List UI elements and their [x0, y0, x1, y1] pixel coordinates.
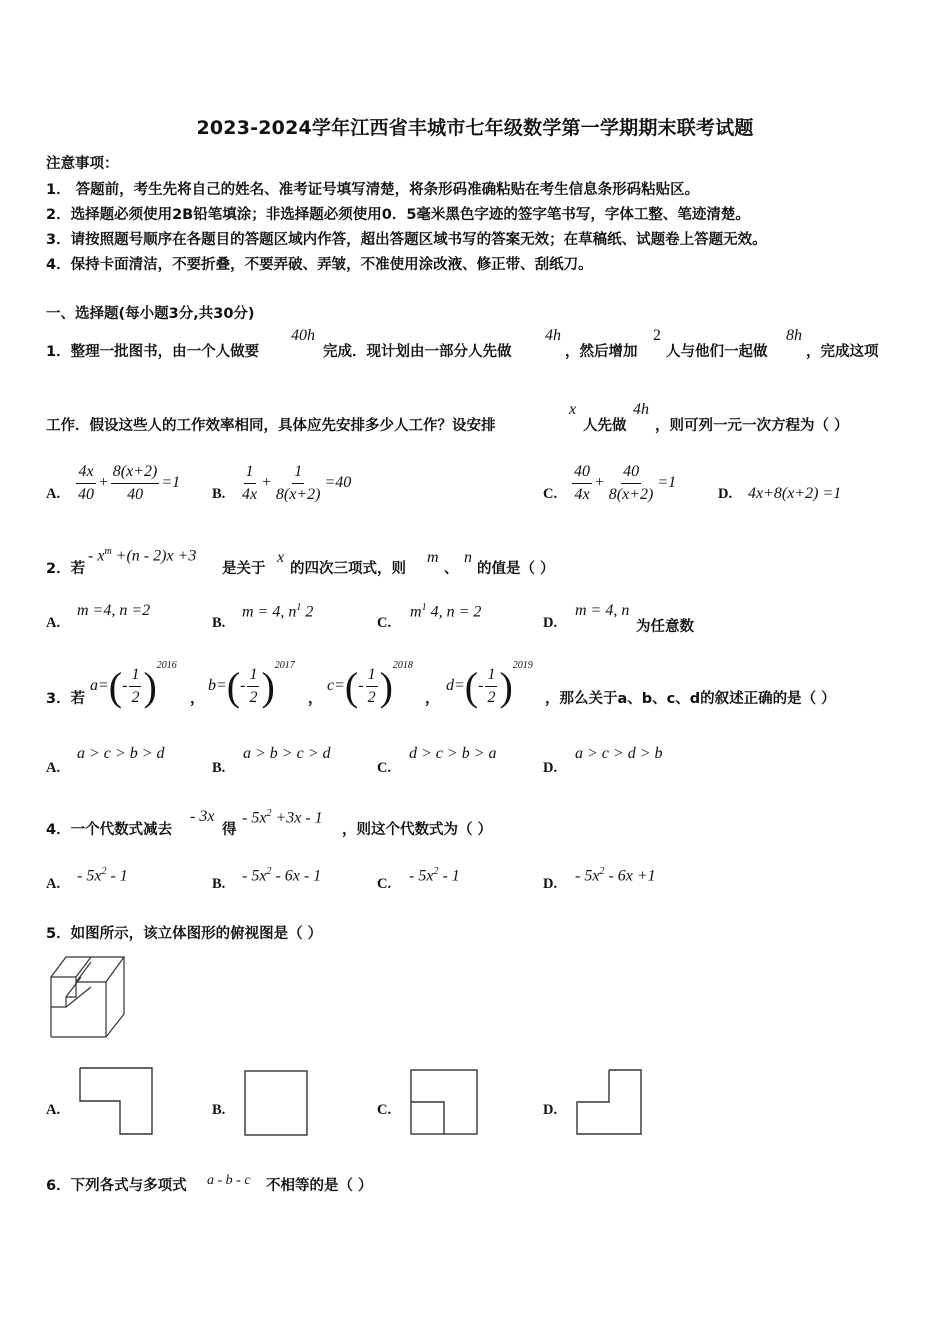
q3-c-lparen: (	[344, 663, 359, 709]
q3-text-2: ，那么关于a、b、c、d的叙述正确的是（ ）	[545, 691, 836, 707]
q6-text-1: 6．下列各式与多项式	[46, 1178, 187, 1194]
q3-a-lparen: (	[108, 663, 123, 709]
notice-item-2: 2．选择题必须使用2B铅笔填涂；非选择题必须使用0．5毫米黑色字迹的签字笔书写，字体工整、笔迹清楚。	[46, 207, 750, 223]
q3-d-var: d	[446, 677, 454, 694]
q2-option-c-label[interactable]: C.	[377, 615, 392, 631]
page-title: 2023-2024学年江西省丰城市七年级数学第一学期期末联考试题	[196, 117, 754, 139]
q2-option-d-text[interactable]: 为任意数	[636, 619, 694, 635]
notice-item-3: 3．请按照题号顺序在各题目的答题区域内作答，超出答题区域书写的答案无效；在草稿纸、试题卷上答题无效。	[46, 232, 767, 248]
q1-option-b-label[interactable]: B.	[212, 486, 226, 502]
q1c-den1: 4x	[574, 486, 590, 503]
q4d-b: - 6x +1	[604, 867, 656, 885]
q3-c-rparen: )	[379, 663, 393, 709]
q1-line2-b: 人先做	[583, 418, 627, 434]
q4-m2-sup: 2	[266, 808, 272, 819]
q4-option-b-label[interactable]: B.	[212, 876, 226, 892]
q3-option-b-label[interactable]: B.	[212, 760, 226, 776]
q1-math-4h-b: 4h	[633, 401, 649, 418]
q1-math-x: x	[569, 401, 577, 418]
q1a-den2: 40	[127, 486, 144, 503]
q3-b-var: b	[208, 677, 216, 694]
q3-a-var: a	[90, 677, 98, 694]
q4-option-b[interactable]	[242, 866, 321, 885]
q1-math-40h: 40h	[291, 327, 315, 344]
q2b-sup: 1	[296, 602, 302, 613]
q1b-rhs: =40	[324, 474, 352, 492]
q4-option-c[interactable]	[409, 866, 460, 885]
q3-a-den: 2	[131, 688, 140, 706]
q6-math: a - b - c	[207, 1173, 251, 1188]
q3-d-exp: 2019	[512, 660, 533, 671]
q3-c-exp: 2018	[392, 660, 413, 671]
q4-option-c-label[interactable]: C.	[377, 876, 392, 892]
q4b-sup: 2	[266, 866, 272, 877]
q3-b-rparen: )	[261, 663, 275, 709]
q5-option-c-inner	[411, 1102, 444, 1134]
q4-option-a-label[interactable]: A.	[46, 876, 61, 892]
q5-solid-figure	[46, 952, 126, 1040]
q2c-b: 4, n = 2	[426, 603, 482, 621]
q1a-num2: 8(x+2)	[111, 461, 160, 484]
q3-option-c-label[interactable]: C.	[377, 760, 392, 776]
q4-m2-a: - 5x	[242, 809, 267, 827]
q3-a-num: 1	[129, 664, 141, 687]
q5-option-a-label[interactable]: A.	[46, 1102, 61, 1118]
q3-b-minus: -	[240, 677, 246, 694]
q3-d-lparen: (	[464, 663, 479, 709]
q4-m2-b: +3x - 1	[271, 809, 323, 827]
q1b-plus: +	[261, 474, 272, 492]
q2-option-d-math[interactable]: m = 4, n	[575, 602, 630, 619]
q5-option-c-label[interactable]: C.	[377, 1102, 392, 1118]
q4a-a: - 5x	[77, 867, 102, 885]
q1-math-8h: 8h	[786, 327, 802, 344]
q5-option-b-label[interactable]: B.	[212, 1102, 226, 1118]
q3-a-eq: =	[98, 677, 109, 694]
q1b-num1: 1	[244, 461, 256, 484]
q1-option-b[interactable]	[238, 461, 351, 506]
q2-text-4: 的值是（ ）	[477, 561, 555, 577]
q3-option-d[interactable]: a > c > d > b	[575, 745, 663, 762]
q1-line2-c: ，则可列一元一次方程为（ ）	[655, 418, 849, 434]
q4b-a: - 5x	[242, 867, 267, 885]
q2b-b: 2	[301, 603, 314, 621]
q3-d-den: 2	[487, 688, 496, 706]
q2-option-a-label[interactable]: A.	[46, 615, 61, 631]
q4a-b: - 1	[106, 867, 128, 885]
q4-option-d-label[interactable]: D.	[543, 876, 558, 892]
q4-option-a[interactable]	[77, 866, 128, 885]
q2-math-m: m	[427, 549, 439, 566]
q3-d-num: 1	[485, 664, 497, 687]
q1-option-d[interactable]: 4x+8(x+2) =1	[748, 485, 842, 502]
q4c-sup: 2	[433, 866, 439, 877]
q3-a-rparen: )	[143, 663, 157, 709]
q3-b-den: 2	[249, 688, 258, 706]
q1-option-c[interactable]	[570, 461, 676, 506]
q2-option-b[interactable]	[242, 602, 313, 621]
q4-text-1: 4．一个代数式减去	[46, 822, 173, 838]
q1-option-a-label[interactable]: A.	[46, 486, 61, 502]
q2-text-2: 是关于	[222, 561, 266, 577]
q1a-rhs: =1	[161, 474, 181, 492]
q5-solid-inner-edge-2	[66, 977, 81, 997]
q1c-rhs: =1	[657, 474, 677, 492]
q5-option-a-shape	[80, 1068, 152, 1134]
q1c-num1: 40	[572, 461, 592, 484]
q1a-den1: 40	[78, 486, 94, 503]
q3-a-exp: 2016	[156, 660, 177, 671]
q3-comma-1: ，	[190, 691, 205, 707]
section-heading: 一、选择题(每小题3分,共30分)	[46, 306, 255, 322]
q5-text: 5．如图所示，该立体图形的俯视图是（ ）	[46, 926, 323, 942]
q3-text-1: 3．若	[46, 691, 86, 707]
q2b-a: m = 4, n	[242, 603, 297, 621]
q5-option-a-figure[interactable]	[78, 1066, 154, 1136]
q3-option-d-label[interactable]: D.	[543, 760, 558, 776]
q4-math-1: - 3x	[190, 808, 215, 825]
q5-option-d-label[interactable]: D.	[543, 1102, 558, 1118]
notice-item-1: 1． 答题前，考生先将自己的姓名、准考证号填写清楚，将条形码准确粘贴在考生信息条形码粘贴区。	[46, 182, 700, 198]
q3-d-rparen: )	[499, 663, 513, 709]
q3-d-eq: =	[454, 677, 465, 694]
q1-text-1: 1．整理一批图书，由一个人做要	[46, 344, 260, 360]
q3-a-expr	[90, 660, 177, 710]
q2-expr-a: - x	[88, 547, 105, 565]
q3-c-num: 1	[366, 664, 378, 687]
q5-option-b-figure[interactable]	[243, 1069, 309, 1137]
q3-option-b[interactable]: a > b > c > d	[243, 745, 331, 762]
q3-c-var: c	[327, 677, 335, 694]
q1-option-a[interactable]	[74, 461, 180, 506]
q2-expr-sup: m	[104, 546, 112, 557]
q2-sep: 、	[444, 561, 459, 577]
q3-option-a[interactable]: a > c > b > d	[77, 745, 165, 762]
q2-expression	[88, 546, 196, 565]
q2-math-x: x	[277, 549, 285, 566]
q3-comma-2: ，	[308, 691, 323, 707]
q4-option-d[interactable]	[575, 866, 656, 885]
q4a-sup: 2	[101, 866, 107, 877]
q1b-den1: 4x	[242, 486, 258, 503]
q3-a-minus: -	[122, 677, 128, 694]
q1-text-2: 完成．现计划由一部分人先做	[323, 344, 512, 360]
q3-b-exp: 2017	[274, 660, 295, 671]
q1-text-3: ，然后增加	[565, 344, 638, 360]
q3-d-minus: -	[478, 677, 484, 694]
q1-text-4: 人与他们一起做	[666, 344, 768, 360]
q2c-a: m	[410, 603, 422, 621]
q1-math-4h: 4h	[545, 327, 561, 344]
q1a-num1: 4x	[76, 461, 95, 484]
q3-d-expr	[446, 660, 533, 710]
q4d-sup: 2	[599, 866, 605, 877]
notice-heading: 注意事项：	[46, 156, 119, 172]
q4c-a: - 5x	[409, 867, 434, 885]
q3-b-lparen: (	[226, 663, 241, 709]
q2-option-d-label[interactable]: D.	[543, 615, 558, 631]
q5-option-d-figure[interactable]	[575, 1068, 643, 1136]
q2-option-c[interactable]	[410, 602, 481, 621]
q5-option-d-shape	[577, 1070, 641, 1134]
q1c-num2: 40	[621, 461, 641, 484]
q1a-plus: +	[98, 474, 109, 492]
q3-option-c[interactable]: d > c > b > a	[409, 745, 497, 762]
q4b-b: - 6x - 1	[271, 867, 322, 885]
q1b-den2: 8(x+2)	[275, 486, 321, 503]
q6-text-2: 不相等的是（ ）	[266, 1178, 373, 1194]
q3-b-expr	[208, 660, 295, 710]
q1-math-2: 2	[653, 327, 661, 344]
q2-text-1: 2．若	[46, 561, 86, 577]
q3-comma-3: ，	[425, 691, 440, 707]
q3-c-eq: =	[334, 677, 345, 694]
q4d-a: - 5x	[575, 867, 600, 885]
q2-option-b-label[interactable]: B.	[212, 615, 226, 631]
q4-text-3: ，则这个代数式为（ ）	[342, 822, 493, 838]
q1-option-c-label[interactable]: C.	[543, 486, 558, 502]
q2-option-a[interactable]: m =4, n =2	[77, 602, 151, 619]
q2-text-3: 的四次三项式，则	[290, 561, 406, 577]
q3-b-num: 1	[247, 664, 259, 687]
q4-text-2: 得	[222, 822, 237, 838]
q4c-b: - 1	[438, 867, 460, 885]
q5-solid-inner-edge-1	[76, 962, 91, 982]
q4-math-2	[242, 808, 323, 827]
notice-item-4: 4．保持卡面清洁，不要折叠，不要弄破、弄皱，不准使用涂改液、修正带、刮纸刀。	[46, 257, 593, 273]
q2-math-n: n	[464, 549, 472, 566]
q3-c-minus: -	[358, 677, 364, 694]
q1b-num2: 1	[292, 461, 304, 484]
q3-c-expr	[327, 660, 413, 710]
q1c-den2: 8(x+2)	[608, 486, 654, 503]
q1-text-5: ，完成这项	[806, 344, 879, 360]
q3-option-a-label[interactable]: A.	[46, 760, 61, 776]
q5-solid-front	[51, 982, 106, 1037]
q5-option-b-shape	[245, 1071, 307, 1135]
q1-option-d-label[interactable]: D.	[718, 486, 733, 502]
q5-option-c-figure[interactable]	[409, 1068, 479, 1136]
q3-c-den: 2	[367, 688, 376, 706]
q2c-sup: 1	[421, 602, 427, 613]
q3-b-eq: =	[216, 677, 227, 694]
q5-solid-top-edge	[76, 957, 91, 977]
q1-line2-a: 工作．假设这些人的工作效率相同，具体应先安排多少人工作？设安排	[46, 418, 496, 434]
q1c-plus: +	[594, 474, 605, 492]
q2-expr-b: +(n - 2)x +3	[111, 547, 197, 565]
